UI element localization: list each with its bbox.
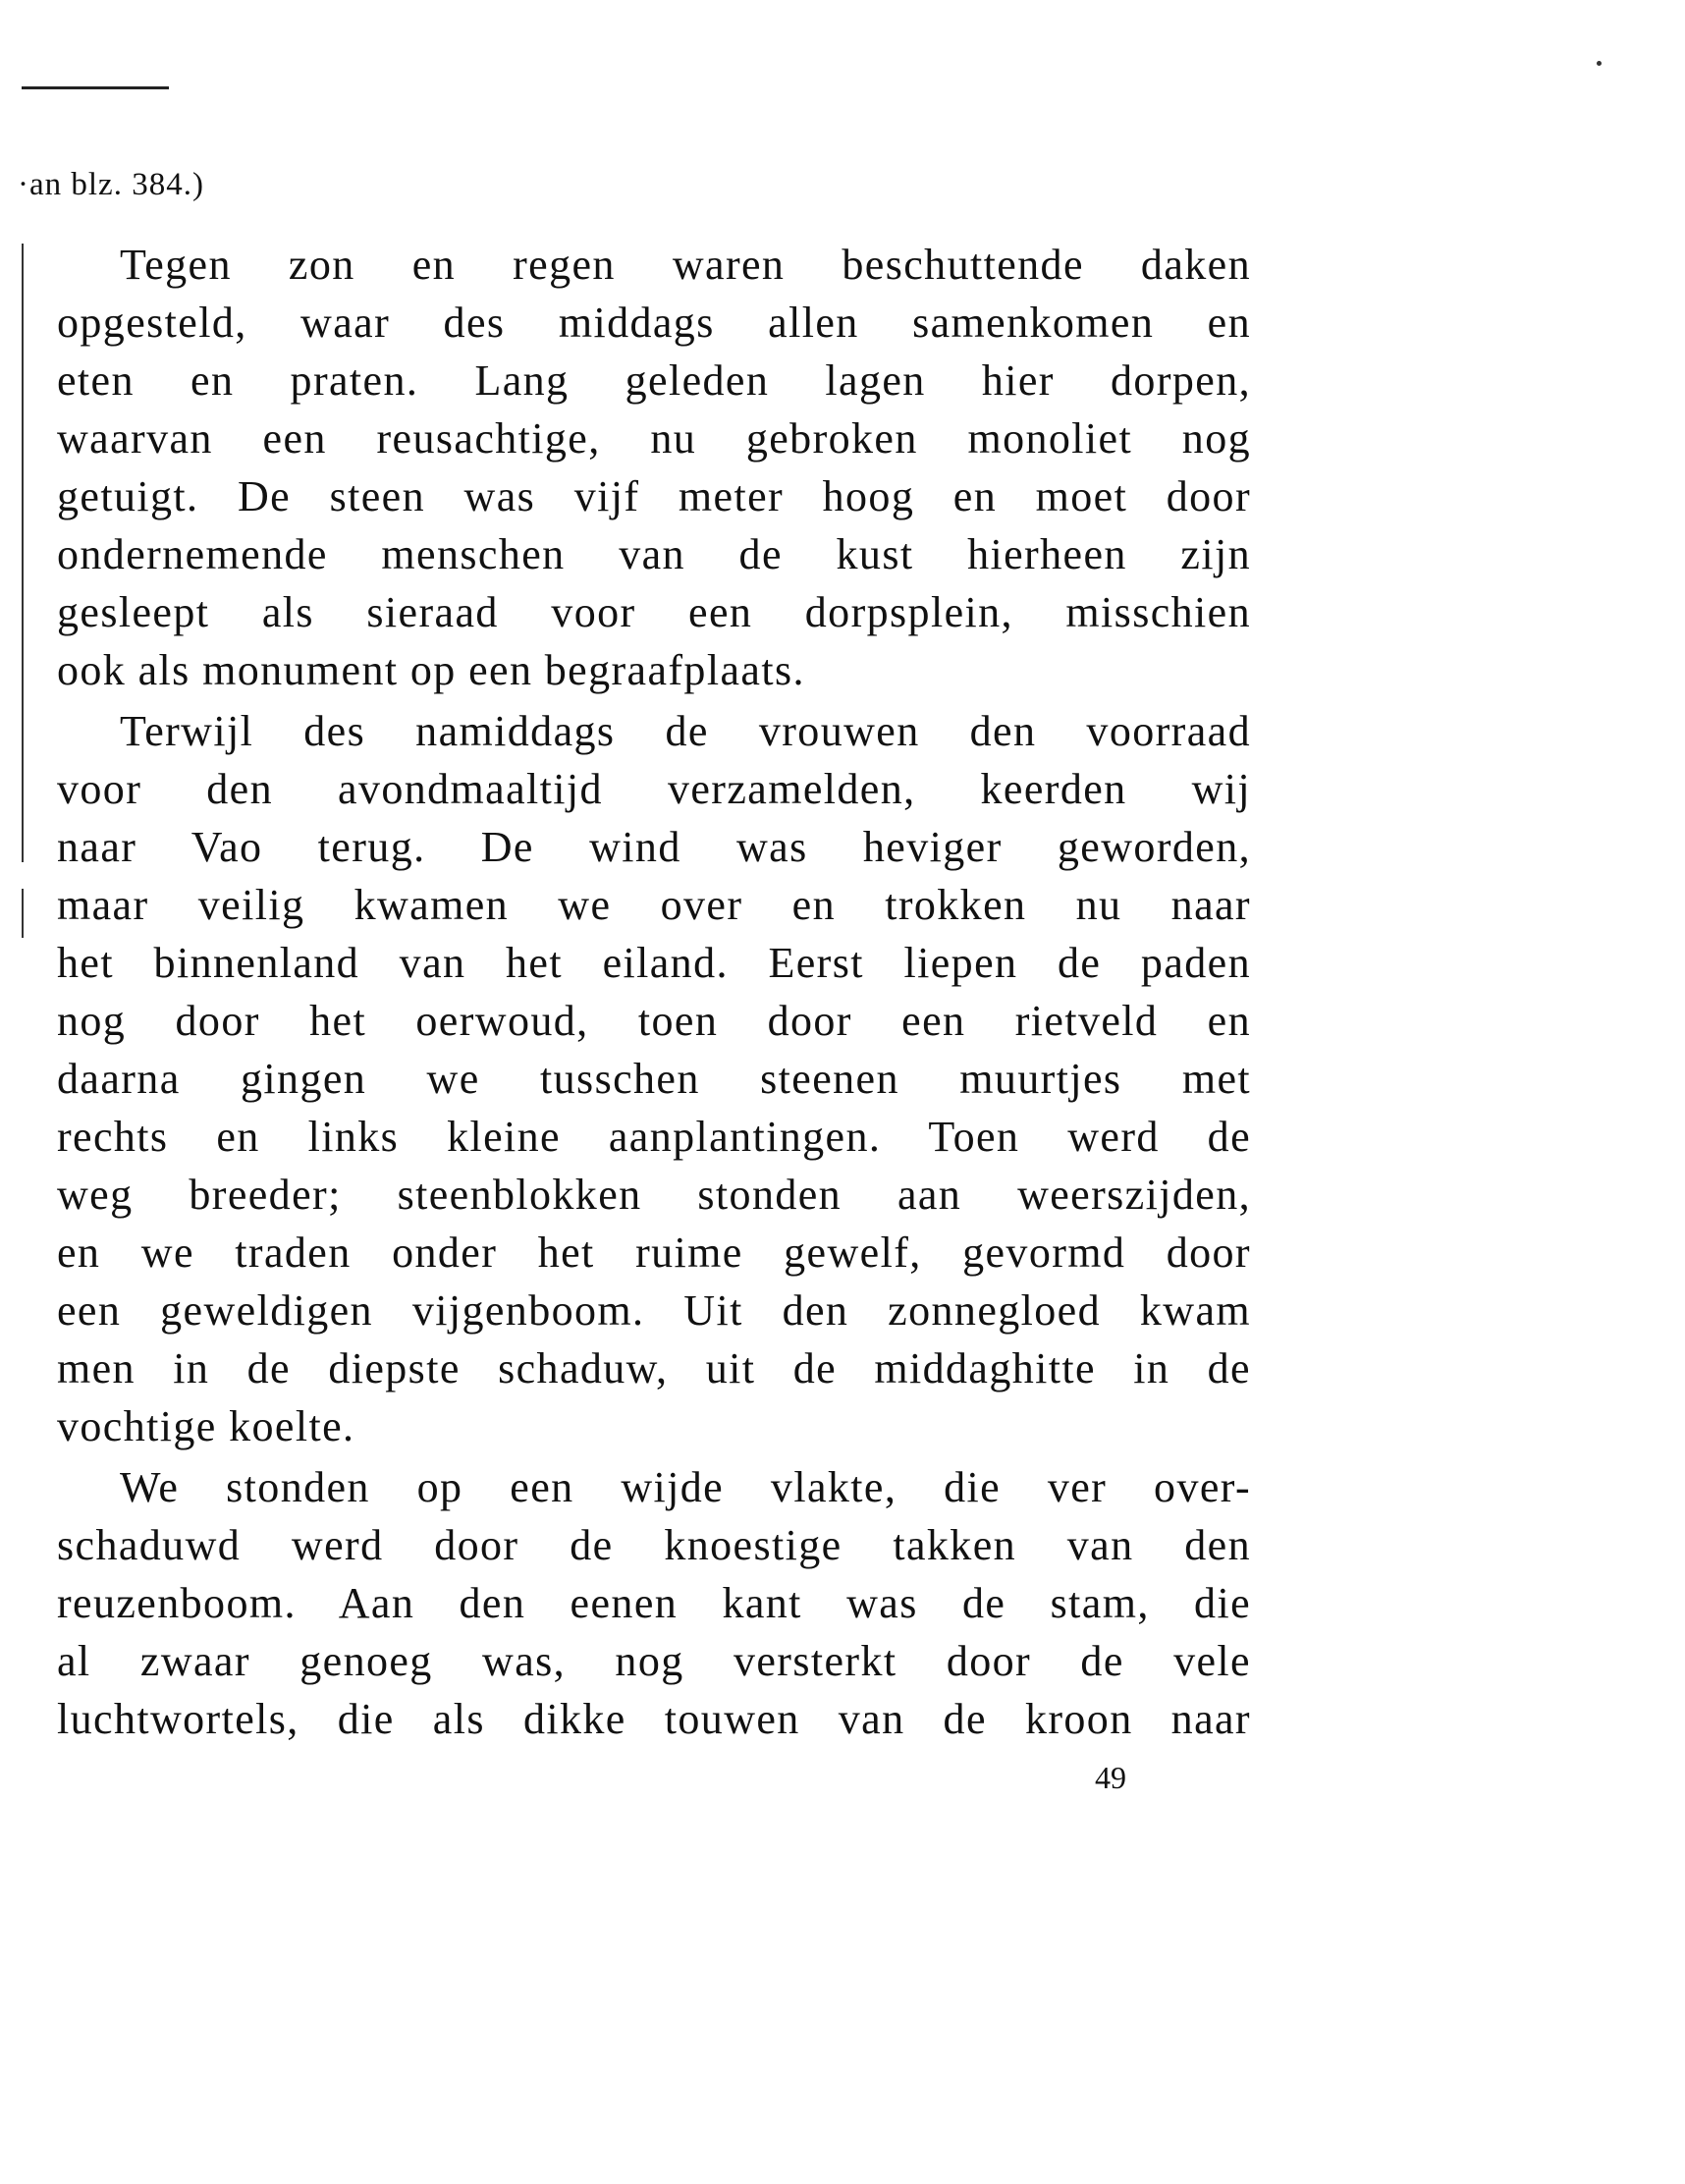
text-line: Terwijl des namiddags de vrouwen den voorraad — [120, 707, 1251, 755]
continuation-note: ·an blz. 384.) — [18, 167, 204, 202]
paragraph-3 — [57, 1458, 1251, 1748]
text-line: waarvan een reusachtige, nu gebroken monoliet nog — [57, 414, 1251, 463]
text-line: naar Vao terug. De wind was heviger geworden, — [57, 823, 1251, 871]
text-line: opgesteld, waar des middags allen samenkomen en — [57, 299, 1251, 347]
text-line: ondernemende menschen van de kust hierheen zijn — [57, 530, 1251, 578]
paragraph-2 — [57, 702, 1251, 1455]
text-line: vochtige koelte. — [57, 1402, 355, 1450]
paragraph-1 — [57, 236, 1251, 699]
top-rule — [22, 86, 169, 89]
margin-line-lower — [22, 889, 24, 938]
text-line: rechts en links kleine aanplantingen. Toen werd de — [57, 1113, 1251, 1161]
text-line: en we traden onder het ruime gewelf, gevormd door — [57, 1228, 1251, 1277]
text-line: het binnenland van het eiland. Eerst liepen de paden — [57, 939, 1251, 987]
text-line: nog door het oerwoud, toen door een rietveld en — [57, 997, 1251, 1045]
text-line: een geweldigen vijgenboom. Uit den zonnegloed kwam — [57, 1286, 1251, 1335]
text-line: schaduwd werd door de knoestige takken van den — [57, 1521, 1251, 1569]
text-line: Tegen zon en regen waren beschuttende daken — [120, 241, 1251, 289]
text-line: eten en praten. Lang geleden lagen hier dorpen, — [57, 356, 1251, 405]
text-line: al zwaar genoeg was, nog versterkt door de vele — [57, 1637, 1251, 1685]
text-line: ook als monument op een begraafplaats. — [57, 646, 805, 694]
text-line: We stonden op een wijde vlakte, die ver over- — [120, 1463, 1251, 1511]
margin-line — [22, 244, 24, 862]
text-line: gesleept als sieraad voor een dorpsplein, misschien — [57, 588, 1251, 636]
print-speck — [1597, 61, 1602, 66]
body-text — [57, 236, 1251, 1748]
text-line: weg breeder; steenblokken stonden aan weerszijden, — [57, 1171, 1251, 1219]
text-line: maar veilig kwamen we over en trokken nu naar — [57, 881, 1251, 929]
page-number: 49 — [1095, 1760, 1126, 1795]
text-line: voor den avondmaaltijd verzamelden, keerden wij — [57, 765, 1251, 813]
text-line: daarna gingen we tusschen steenen muurtjes met — [57, 1055, 1251, 1103]
text-line: reuzenboom. Aan den eenen kant was de stam, die — [57, 1579, 1251, 1627]
text-line: men in de diepste schaduw, uit de middaghitte in de — [57, 1344, 1251, 1392]
text-line: luchtwortels, die als dikke touwen van de kroon naar — [57, 1695, 1251, 1743]
text-line: getuigt. De steen was vijf meter hoog en moet door — [57, 472, 1251, 520]
